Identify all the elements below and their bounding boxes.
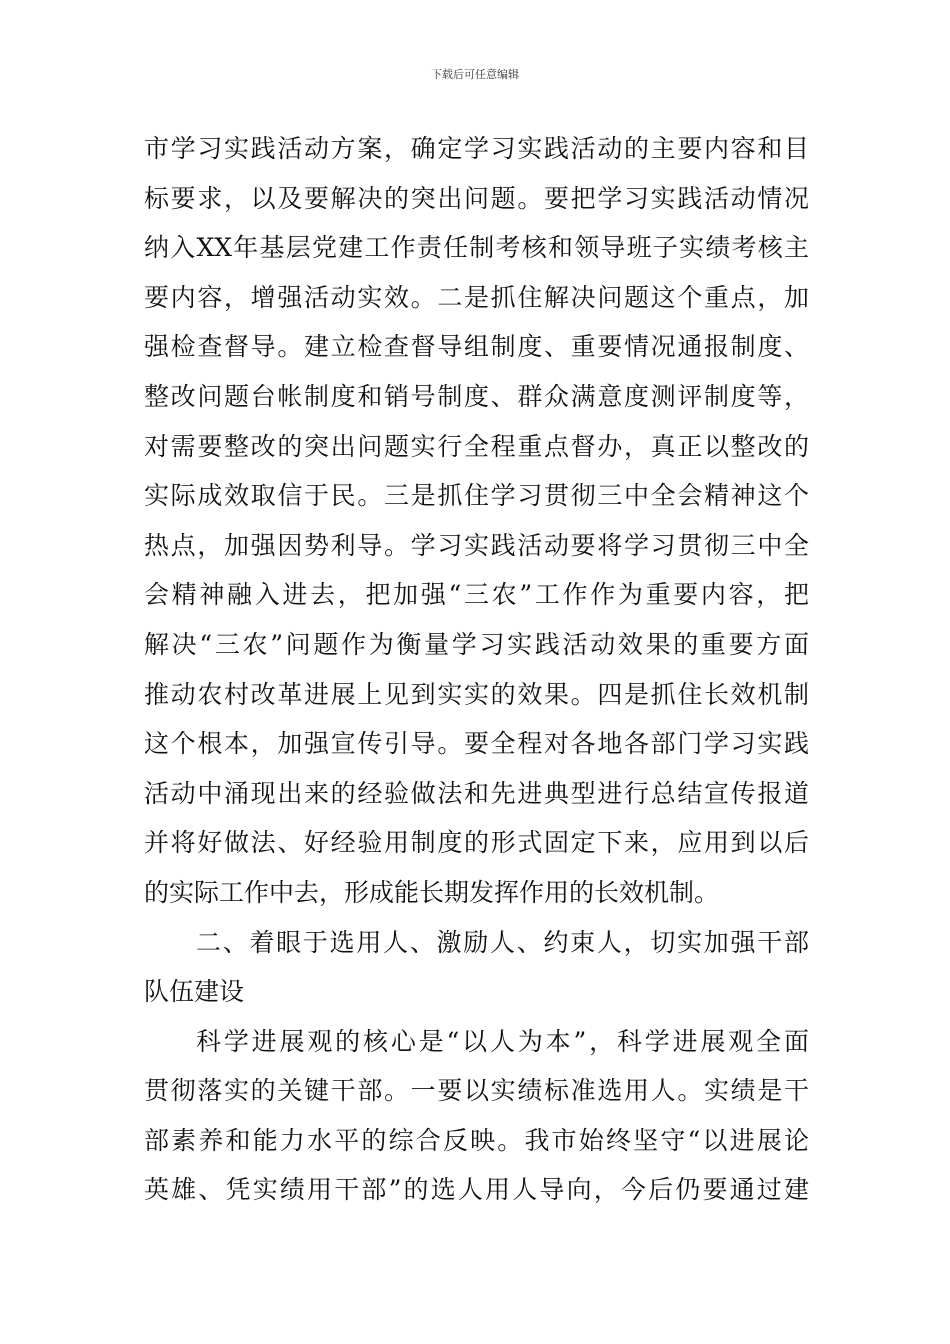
text-line: 实际成效取信于民。三是抓住学习贯彻三中全会精神这个 [144, 481, 809, 511]
page-header: 下载后可任意编辑 [431, 68, 519, 81]
section-heading-continued: 队伍建设 [144, 977, 245, 1007]
text-line: 对需要整改的突出问题实行全程重点督办，真正以整改的 [144, 431, 809, 461]
text-line: 并将好做法、好经验用制度的形式固定下来，应用到以后 [144, 828, 809, 858]
body-text [144, 124, 809, 1215]
text-line: 整改问题台帐制度和销号制度、群众满意度测评制度等， [144, 381, 809, 411]
text-line: 解决“三农”问题作为衡量学习实践活动效果的重要方面 [144, 629, 809, 659]
text-line: 热点，加强因势利导。学习实践活动要将学习贯彻三中全 [144, 530, 809, 560]
text-line: 标要求，以及要解决的突出问题。要把学习实践活动情况 [144, 183, 809, 213]
text-line: 市学习实践活动方案，确定学习实践活动的主要内容和目 [144, 134, 809, 163]
text-line: 英雄、凭实绩用干部”的选人用人导向，今后仍要通过建 [144, 1175, 809, 1205]
text-line: 会精神融入进去，把加强“三农”工作作为重要内容，把 [144, 580, 809, 610]
text-line: 要内容，增强活动实效。二是抓住解决问题这个重点，加 [144, 282, 809, 312]
text-line: 强检查督导。建立检查督导组制度、重要情况通报制度、 [144, 332, 809, 362]
text-line: 部素养和能力水平的综合反映。我市始终坚守“以进展论 [144, 1125, 809, 1155]
text-line: 活动中涌现出来的经验做法和先进典型进行总结宣传报道 [144, 778, 809, 808]
text-line: 科学进展观的核心是“以人为本”，科学进展观全面 [196, 1026, 809, 1056]
section-heading: 二、着眼于选用人、激励人、约束人，切实加强干部 [196, 927, 809, 957]
text-line: 这个根本，加强宣传引导。要全程对各地各部门学习实践 [144, 729, 809, 759]
text-line: 纳入XX年基层党建工作责任制考核和领导班子实绩考核主 [144, 233, 809, 263]
text-line: 推动农村改革进展上见到实实的效果。四是抓住长效机制 [144, 679, 809, 709]
text-line: 的实际工作中去，形成能长期发挥作用的长效机制。 [144, 877, 720, 907]
text-line: 贯彻落实的关键干部。一要以实绩标准选用人。实绩是干 [144, 1076, 809, 1106]
